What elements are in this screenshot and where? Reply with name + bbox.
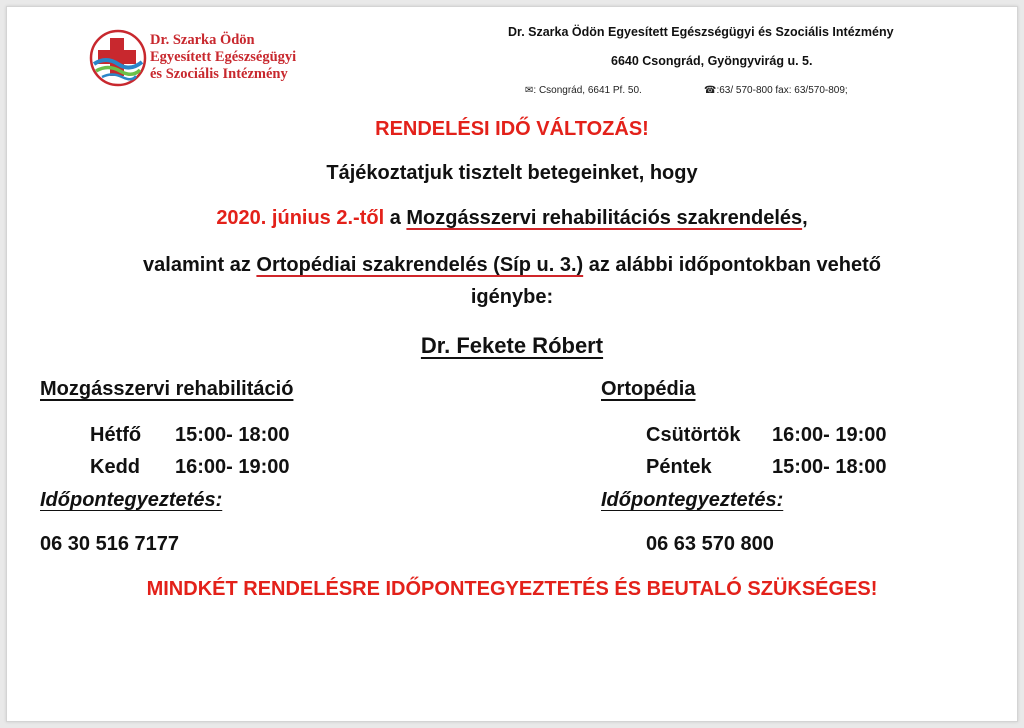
institution-logo [88,28,348,88]
notice-title: RENDELÉSI IDŐ VÁLTOZÁS! [375,118,649,140]
doctor-name [0,333,1024,359]
left-booking-label: Időpontegyeztetés: [40,489,223,511]
document-page [6,6,1018,722]
phone-fax-text: :63/ 570-800 fax: 63/570-809; [716,85,848,96]
notice-date-line [0,207,1024,230]
connector-a: a [384,207,407,229]
postal-address-text: : Csongrád, 6641 Pf. 50. [533,85,642,96]
left-day-2: Kedd [90,456,140,478]
phone-icon: ☎ [704,85,717,96]
logo-line-2: Egyesített Egészségügyi [150,49,297,65]
service-rehab: Mozgásszervi rehabilitációs szakrendelés [406,207,803,229]
right-booking-label: Időpontegyeztetés: [601,489,784,511]
logo-text [150,32,296,83]
phone-fax [704,85,848,96]
right-time-1: 16:00- 19:00 [772,424,887,446]
notice-line4: igénybe: [470,286,554,308]
line3-post: az alábbi időpontokban vehető [583,254,881,276]
left-time-1: 15:00- 18:00 [175,424,290,446]
postal-address [525,85,642,96]
left-day-1: Hétfő [90,424,142,446]
notice-service-line [0,254,1024,277]
left-booking-phone: 06 30 516 7177 [40,533,180,555]
comma: , [802,207,808,229]
logo-line-3: és Szociális Intézmény [150,66,288,82]
right-time-2: 15:00- 18:00 [772,456,887,478]
right-heading: Ortopédia [601,378,696,400]
institution-address: 6640 Csongrád, Gyöngyvirág u. 5. [611,54,813,68]
right-day-1: Csütörtök [646,424,741,446]
footer-warning: MINDKÉT RENDELÉSRE IDŐPONTEGYEZTETÉS ÉS BEUTALÓ SZÜKSÉGES! [146,578,878,600]
logo-line-1: Dr. Szarka Ödön [150,32,255,48]
envelope-icon: ✉ [525,85,534,96]
service-orthopedics: Ortopédiai szakrendelés (Síp u. 3.) [256,254,584,276]
doctor-name-text: Dr. Fekete Róbert [420,333,604,358]
right-day-2: Péntek [646,456,712,478]
line3-pre: valamint az [143,254,257,276]
right-booking-phone: 06 63 570 800 [646,533,774,555]
medical-cross-logo-icon [88,28,148,88]
notice-intro: Tájékoztatjuk tisztelt betegeinket, hogy [326,162,698,184]
left-time-2: 16:00- 19:00 [175,456,290,478]
effective-date: 2020. június 2.-től [216,207,385,229]
institution-name: Dr. Szarka Ödön Egyesített Egészségügyi és Szociális Intézmény [508,25,894,39]
left-heading: Mozgásszervi rehabilitáció [40,378,294,400]
